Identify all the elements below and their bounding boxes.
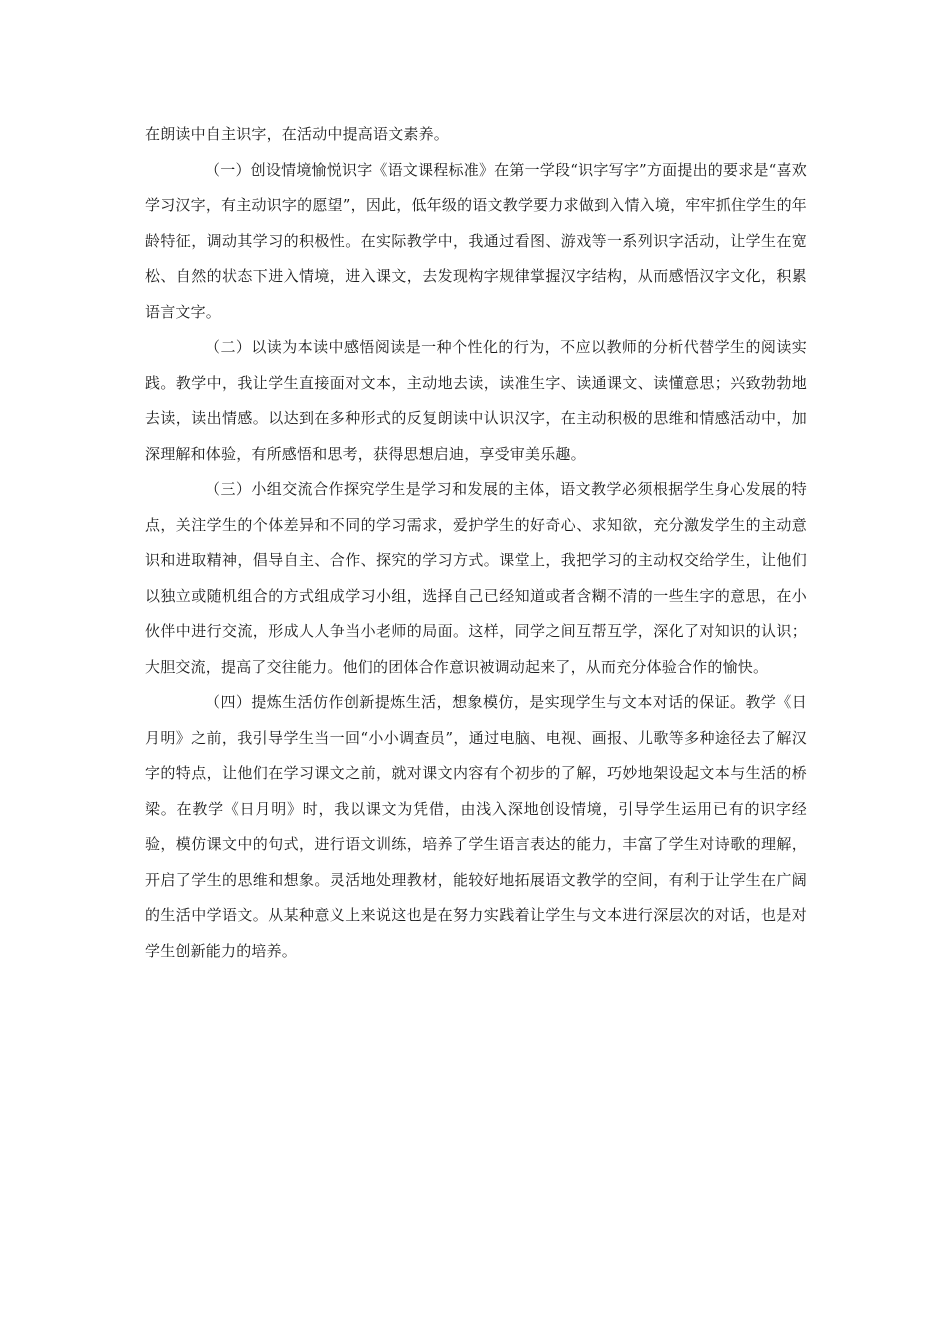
paragraph-section-four: （四）提炼生活仿作创新提炼生活，想象模仿，是实现学生与文本对话的保证。教学《日月明》之前，我引导学生当一回“小小调查员”，通过电脑、电视、画报、儿歌等多种途径去了解汉字的特点，让他们在学习课文之前，就对课文内容有个初步的了解，巧妙地架设起文本与生活的桥梁。在教学《日月明》时，我以课文为凭借，由浅入深地创设情境，引导学生运用已有的识字经验，模仿课文中的句式，进行语文训练，培养了学生语言表达的能力，丰富了学生对诗歌的理解，开启了学生的思维和想象。灵活地处理教材，能较好地拓展语文教学的空间，有利于让学生在广阔的生活中学语文。从某种意义上来说这也是在努力实践着让学生与文本进行深层次的对话，也是对学生创新能力的培养。	[145, 693, 807, 960]
document-body	[145, 117, 807, 969]
paragraph-section-three: （三）小组交流合作探究学生是学习和发展的主体，语文教学必须根据学生身心发展的特点，关注学生的个体差异和不同的学习需求，爱护学生的好奇心、求知欲，充分激发学生的主动意识和进取精神，倡导自主、合作、探究的学习方式。课堂上，我把学习的主动权交给学生，让他们以独立或随机组合的方式组成学习小组，选择自己已经知道或者含糊不清的一些生字的意思，在小伙伴中进行交流，形成人人争当小老师的局面。这样，同学之间互帮互学，深化了对知识的认识；大胆交流，提高了交往能力。他们的团体合作意识被调动起来了，从而充分体验合作的愉快。	[145, 480, 807, 676]
paragraph-section-one: （一）创设情境愉悦识字《语文课程标准》在第一学段“识字写字”方面提出的要求是“喜欢学习汉字，有主动识字的愿望”，因此，低年级的语文教学要力求做到入情入境，牢牢抓住学生的年龄特征，调动其学习的积极性。在实际教学中，我通过看图、游戏等一系列识字活动，让学生在宽松、自然的状态下进入情境，进入课文，去发现构字规律掌握汉字结构，从而感悟汉字文化，积累语言文字。	[145, 160, 807, 321]
paragraph-section-two: （二）以读为本读中感悟阅读是一种个性化的行为，不应以教师的分析代替学生的阅读实践。教学中，我让学生直接面对文本，主动地去读，读准生字、读通课文、读懂意思；兴致勃勃地去读，读出情感。以达到在多种形式的反复朗读中认识汉字，在主动积极的思维和情感活动中，加深理解和体验，有所感悟和思考，获得思想启迪，享受审美乐趣。	[145, 338, 807, 463]
paragraph-continuation: 在朗读中自主识字，在活动中提高语文素养。	[145, 125, 450, 143]
